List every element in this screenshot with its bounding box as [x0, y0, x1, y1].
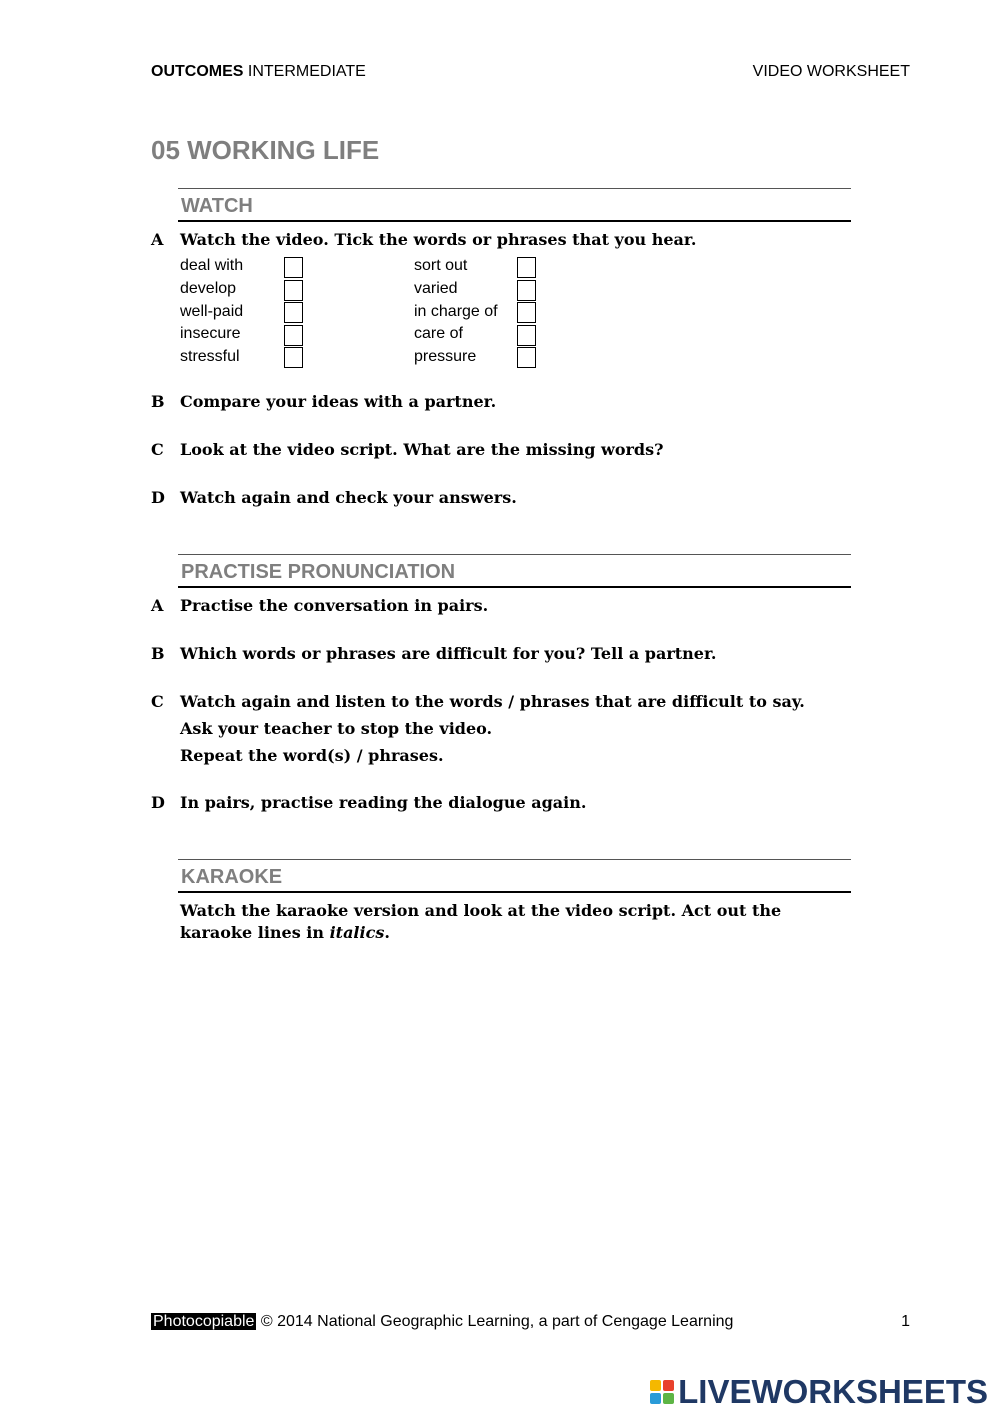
pronunciation-bottom-rule — [178, 586, 851, 588]
word-option: pressure — [414, 348, 477, 365]
header-level: INTERMEDIATE — [243, 63, 366, 80]
copyright-text: © 2014 National Geographic Learning, a part of Cengage Learning — [256, 1313, 734, 1330]
tick-box[interactable] — [517, 347, 536, 368]
watch-item-text: Look at the video script. What are the missing words? — [180, 440, 664, 459]
karaoke-italic-word: italics — [329, 923, 385, 942]
word-option: well-paid — [180, 303, 244, 320]
tick-box[interactable] — [517, 325, 536, 346]
pronunciation-top-rule — [178, 554, 851, 555]
pronunciation-item-letter: A — [151, 596, 164, 615]
watch-section-title: WATCH — [181, 195, 253, 217]
watch-item-letter: C — [151, 440, 164, 459]
tick-box[interactable] — [517, 257, 536, 278]
watch-item-text: Watch again and check your answers. — [180, 488, 517, 507]
tick-box[interactable] — [284, 257, 303, 278]
pronunciation-item-text: Which words or phrases are difficult for you? Tell a partner. — [180, 644, 717, 663]
header-worksheet-type: VIDEO WORKSHEET — [752, 63, 910, 80]
footer-copyright — [151, 1311, 733, 1333]
logo-square — [650, 1393, 661, 1404]
liveworksheets-logo — [650, 1372, 988, 1412]
instruction-line: Watch again and listen to the words / phrases that are difficult to say. — [180, 692, 805, 711]
word-option: in charge of — [414, 303, 498, 320]
photocopiable-label: Photocopiable — [153, 1313, 255, 1330]
tick-box[interactable] — [284, 302, 303, 323]
word-option: develop — [180, 280, 237, 297]
logo-square — [663, 1380, 674, 1391]
page-number: 1 — [901, 1313, 910, 1330]
watch-item-letter: B — [151, 392, 165, 411]
pronunciation-item-text: Practise the conversation in pairs. — [180, 596, 489, 615]
pronunciation-section-title: PRACTISE PRONUNCIATION — [181, 561, 456, 583]
karaoke-text-end: . — [384, 923, 390, 942]
tick-box[interactable] — [284, 280, 303, 301]
logo-square — [663, 1393, 674, 1404]
watch-bottom-rule — [178, 220, 851, 222]
word-option: stressful — [180, 348, 240, 365]
karaoke-instruction — [180, 900, 840, 944]
header-book-title — [151, 62, 366, 82]
pronunciation-item-letter: C — [151, 692, 164, 711]
pronunciation-item-text: In pairs, practise reading the dialogue again. — [180, 793, 587, 812]
instruction-line: Repeat the word(s) / phrases. — [180, 746, 444, 765]
karaoke-section-title: KARAOKE — [181, 866, 283, 888]
logo-square — [650, 1380, 661, 1391]
word-option: care of — [414, 325, 463, 342]
tick-box[interactable] — [284, 325, 303, 346]
pronunciation-item-text — [180, 691, 840, 772]
word-option: deal with — [180, 257, 244, 274]
tick-box[interactable] — [517, 302, 536, 323]
header-brand: OUTCOMES — [151, 63, 244, 80]
liveworksheets-icon — [650, 1380, 674, 1404]
pronunciation-item-letter: B — [151, 644, 165, 663]
tick-box[interactable] — [517, 280, 536, 301]
watch-item-text: Compare your ideas with a partner. — [180, 392, 497, 411]
page-title: 05 WORKING LIFE — [151, 135, 380, 165]
pronunciation-item-letter: D — [151, 793, 165, 812]
karaoke-bottom-rule — [178, 891, 851, 893]
tick-box[interactable] — [284, 347, 303, 368]
karaoke-text: Watch the karaoke version and look at the video script. Act out the karaoke lines in — [180, 901, 782, 942]
liveworksheets-text: LIVEWORKSHEETS — [678, 1373, 988, 1410]
watch-item-letter: A — [151, 230, 164, 249]
watch-item-text: Watch the video. Tick the words or phrases that you hear. — [180, 230, 697, 249]
word-option: insecure — [180, 325, 241, 342]
word-option: varied — [414, 280, 458, 297]
word-option: sort out — [414, 257, 468, 274]
karaoke-top-rule — [178, 859, 851, 860]
instruction-line: Ask your teacher to stop the video. — [180, 719, 493, 738]
watch-item-letter: D — [151, 488, 165, 507]
watch-top-rule — [178, 188, 851, 189]
